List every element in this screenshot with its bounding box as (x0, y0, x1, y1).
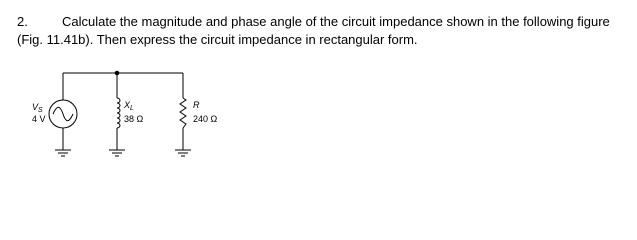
source-label: $V_S$ (32, 102, 43, 114)
problem-line-1: Calculate the magnitude and phase angle of the circuit impedance shown in the following figure (62, 14, 610, 29)
ac-source-icon (49, 100, 77, 128)
resistor-zigzag-icon (180, 98, 186, 128)
source-value: 4 V (32, 114, 46, 124)
problem-number: 2. (17, 14, 28, 29)
ground-icon (109, 150, 125, 156)
junction-dot (115, 71, 120, 76)
ground-icon (175, 150, 191, 156)
ground-icon (55, 150, 71, 156)
inductor-value: 38 Ω (124, 114, 144, 124)
inductor-coil-icon (117, 98, 120, 128)
problem-line-2: (Fig. 11.41b). Then express the circuit impedance in rectangular form. (17, 32, 418, 47)
resistor-value: 240 Ω (193, 114, 218, 124)
inductor-label: $X_L$ (124, 100, 134, 112)
resistor-label: R (193, 100, 200, 110)
